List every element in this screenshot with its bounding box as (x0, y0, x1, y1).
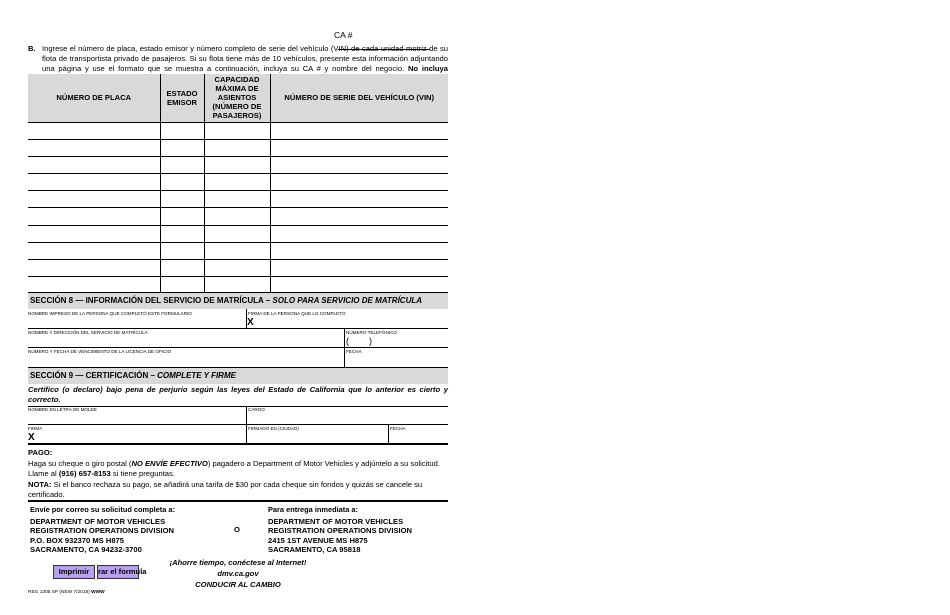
table-cell[interactable] (204, 139, 270, 156)
header-vin: NÚMERO DE SERIE DEL VEHÍCULO (VIN) (270, 74, 448, 122)
table-cell[interactable] (270, 139, 448, 156)
signature-label: FIRMA (28, 426, 43, 431)
table-cell[interactable] (204, 260, 270, 277)
table-cell[interactable] (270, 191, 448, 208)
phone-label: NÚMERO TELEFÓNICO (346, 330, 397, 335)
section-9-date-label: FECHA (390, 426, 406, 431)
license-label: NÚMERO Y FECHA DE VENCIMIENTO DE LA LICENCIA DE OFICIO (28, 349, 172, 354)
table-cell[interactable] (160, 225, 204, 242)
table-cell[interactable] (204, 208, 270, 225)
section-8-date-label: FECHA (346, 349, 362, 354)
section-9-header: SECCIÓN 9 — CERTIFICACIÓN – COMPLETE Y FIRME (28, 367, 448, 384)
table-row (28, 242, 448, 259)
table-cell[interactable] (270, 225, 448, 242)
table-cell[interactable] (270, 122, 448, 139)
signature-x: X (28, 432, 35, 443)
table-cell[interactable] (160, 242, 204, 259)
preparer-signature-label: FIRMA DE LA PERSONA QUE LO COMPLETÓ (248, 311, 346, 316)
table-cell[interactable] (204, 225, 270, 242)
printed-name-label: NOMBRE IMPRESO DE LA PERSONA QUE COMPLETÓ ESTE FORMULARIO (28, 311, 192, 316)
table-cell[interactable] (160, 174, 204, 191)
address-line: DEPARTMENT OF MOTOR VEHICLES (268, 516, 404, 526)
address-line: REGISTRATION OPERATIONS DIVISION (30, 526, 175, 536)
table-cell[interactable] (160, 191, 204, 208)
form-number: REG 1305 SP (NEW 7/2018) WWW (28, 590, 105, 595)
table-row (28, 208, 448, 225)
table-cell[interactable] (270, 242, 448, 259)
table-row (28, 156, 448, 173)
table-cell[interactable] (204, 191, 270, 208)
payment-note: NOTA: Si el banco rechaza su pago, se añadirá una tarifa de $30 por cada cheque sin fondos y quizás se cancele su certificado. (28, 480, 423, 499)
table-cell[interactable] (28, 174, 160, 191)
payment-heading: PAGO: (28, 448, 53, 457)
table-row (28, 260, 448, 277)
address-line: DEPARTMENT OF MOTOR VEHICLES (30, 516, 166, 526)
table-cell[interactable] (204, 122, 270, 139)
certification-statement: Certifico (o declaro) bajo pena de perjurio según las leyes del Estado de California que lo anterior es cierto y correcto. (28, 385, 448, 404)
table-cell[interactable] (28, 122, 160, 139)
payment-instructions: Haga su cheque o giro postal (NO ENVÍE EFECTIVO) pagadero a Department of Motor Vehicles y adjúntelo a su solicitud. Llame al (916) 657-8153 si tiene preguntas. (28, 459, 440, 478)
table-cell[interactable] (270, 174, 448, 191)
dmv-website: dmv.ca.gov (217, 569, 259, 578)
form-page (28, 0, 448, 615)
mail-address: Envíe por correo su solicitud completa a: DEPARTMENT OF MOTOR VEHICLES REGISTRATION OPERATIONS DIVISION P.O. BOX 932370 MS H875 SACRAMENTO, CA 94232-3700 (30, 505, 175, 555)
section-b-letter: B. (28, 44, 36, 53)
header-state: ESTADO EMISOR (160, 74, 204, 122)
table-cell[interactable] (28, 260, 160, 277)
table-cell[interactable] (270, 208, 448, 225)
position-label: CARGO (248, 407, 265, 412)
header-capacity: CAPACIDAD MÁXIMA DE ASIENTOS (NÚMERO DE PASAJEROS) (204, 74, 270, 122)
table-cell[interactable] (270, 156, 448, 173)
address-line: SACRAMENTO, CA 95818 (268, 545, 361, 555)
table-cell[interactable] (28, 156, 160, 173)
address-line: P.O. BOX 932370 MS H875 (30, 535, 124, 545)
service-name-label: NOMBRE Y DIRECCIÓN DEL SERVICIO DE MATRÍCULA (28, 330, 148, 335)
table-cell[interactable] (204, 174, 270, 191)
table-row (28, 174, 448, 191)
address-line: SACRAMENTO, CA 94232-3700 (30, 545, 142, 555)
print-button[interactable]: Imprimir (53, 565, 95, 579)
signed-in-label: FIRMADO EN (CIUDAD) (248, 426, 299, 431)
table-cell[interactable] (28, 242, 160, 259)
address-line: 2415 1ST AVENUE MS H875 (268, 535, 368, 545)
vehicle-table (28, 74, 448, 294)
table-cell[interactable] (28, 208, 160, 225)
table-cell[interactable] (160, 156, 204, 173)
table-cell[interactable] (204, 242, 270, 259)
clear-form-button[interactable]: rar el formula (97, 565, 139, 579)
table-cell[interactable] (28, 225, 160, 242)
ca-label: CA # (334, 30, 353, 40)
table-cell[interactable] (160, 260, 204, 277)
header-plate: NÚMERO DE PLACA (28, 74, 160, 122)
table-cell[interactable] (160, 122, 204, 139)
table-cell[interactable] (28, 191, 160, 208)
or-label: O (234, 525, 240, 534)
table-cell[interactable] (270, 260, 448, 277)
preparer-signature-x: X (247, 317, 254, 328)
table-cell[interactable] (160, 139, 204, 156)
table-row (28, 191, 448, 208)
phone-parens: ( ) (346, 336, 372, 346)
table-row (28, 139, 448, 156)
table-row (28, 225, 448, 242)
print-name-label: NOMBRE EN LETRA DE MOLDE (28, 407, 97, 412)
table-row (28, 122, 448, 139)
section-8-header: SECCIÓN 8 — INFORMACIÓN DEL SERVICIO DE MATRÍCULA – SOLO PARA SERVICIO DE MATRÍCULA (28, 292, 448, 309)
section-b-instructions: B. Ingrese el número de placa, estado emisor y número completo de serie del vehículo (VIN) de cada unidad motriz de su flota de transportista privado de pasajeros. Si su flota tiene más de 10 vehículos, presente esta información adjuntando una página y use el formato que se muestra a continuación, incluya su CA # y nombre del negocio. No incluya (28, 44, 448, 73)
address-line: REGISTRATION OPERATIONS DIVISION (268, 526, 413, 536)
delivery-address: Para entrega inmediata a: DEPARTMENT OF MOTOR VEHICLES REGISTRATION OPERATIONS DIVISION 2415 1ST AVENUE MS H875 SACRAMENTO, CA 95818 (268, 505, 413, 555)
table-cell[interactable] (28, 139, 160, 156)
table-cell[interactable] (160, 208, 204, 225)
table-cell[interactable] (204, 156, 270, 173)
slogan: ¡Ahorre tiempo, conéctese al Internet! dmv.ca.gov CONDUCIR AL CAMBIO (169, 558, 307, 589)
